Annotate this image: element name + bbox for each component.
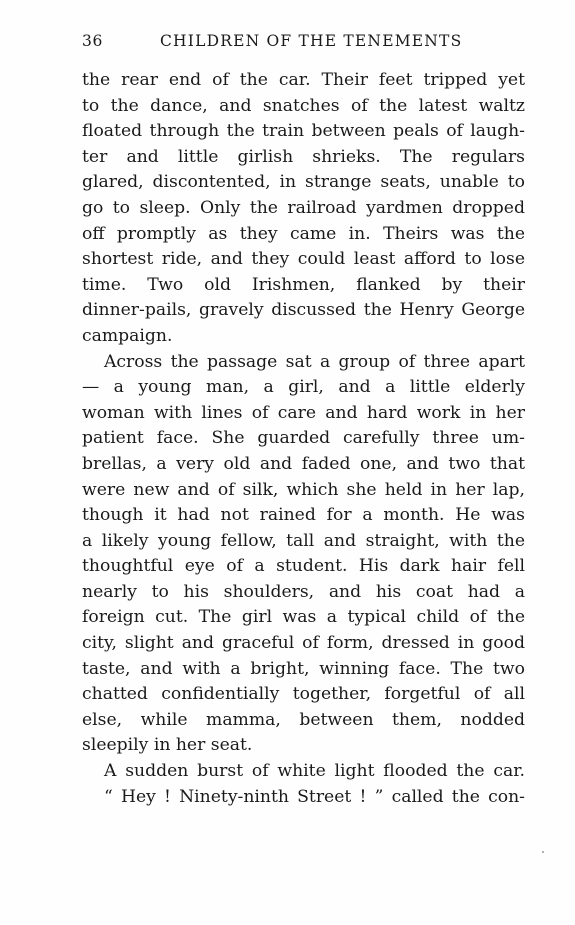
text-line: the rear end of the car. Their feet tripped yet (82, 70, 525, 90)
text-line: glared, discontented, in strange seats, unable to (82, 172, 525, 193)
text-line: ter and little girlish shrieks. The regulars (82, 146, 525, 167)
text-line: go to sleep. Only the railroad yardmen dropped (82, 197, 525, 218)
text-line: floated through the train between peals of laugh- (82, 121, 525, 142)
text-line: patient face. She guarded carefully three um- (82, 428, 525, 449)
body-text (82, 68, 525, 810)
text-line: else, while mamma, between them, nodded (82, 709, 525, 730)
text-line: chatted confidentially together, forgetful of all (82, 684, 525, 705)
text-line: off promptly as they came in. Theirs was the (82, 223, 525, 244)
text-line: city, slight and graceful of form, dressed in good (82, 633, 525, 654)
text-line: — a young man, a girl, and a little elderly (82, 377, 525, 398)
text-line: dinner-pails, gravely discussed the Henry George (82, 300, 525, 321)
text-line: though it had not rained for a month. He was (82, 505, 525, 526)
text-line: taste, and with a bright, winning face. The two (82, 658, 525, 679)
text-line: shortest ride, and they could least afford to lose (82, 249, 525, 270)
running-head (82, 32, 525, 54)
text-line: woman with lines of care and hard work in her (82, 402, 525, 423)
running-title: CHILDREN OF THE TENEMENTS (160, 32, 463, 50)
text-line: sleepily in her seat. (82, 735, 253, 756)
text-line: A sudden burst of white light flooded the car. (104, 761, 525, 782)
text-line: time. Two old Irishmen, flanked by their (82, 274, 525, 295)
paper-speck (542, 851, 544, 853)
text-line: campaign. (82, 325, 173, 346)
text-line: Across the passage sat a group of three apart (104, 351, 525, 372)
text-line: were new and of silk, which she held in her lap, (82, 479, 525, 500)
text-line: “ Hey ! Ninety-ninth Street ! ” called the con- (104, 786, 525, 807)
text-line: foreign cut. The girl was a typical child of the (82, 607, 525, 628)
page-number: 36 (82, 32, 103, 50)
text-line: nearly to his shoulders, and his coat had a (82, 581, 525, 602)
text-line: thoughtful eye of a student. His dark hair fell (82, 556, 525, 577)
text-line: brellas, a very old and faded one, and two that (82, 453, 525, 474)
text-line: a likely young fellow, tall and straight, with the (82, 530, 525, 551)
text-line: to the dance, and snatches of the latest waltz (82, 95, 525, 116)
